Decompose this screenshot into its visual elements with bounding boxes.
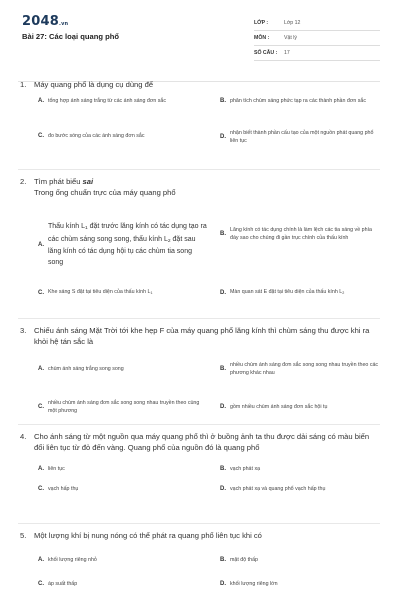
meta-label: LỚP : (254, 20, 269, 26)
option-text: nhận biết thành phần cấu tạo của một nguồn phát quang phổ liên tục (230, 129, 374, 144)
answer-option-a[interactable] (36, 212, 208, 278)
question-number: 2. (20, 177, 27, 186)
answer-option-d[interactable] (218, 129, 380, 145)
question-divider (18, 318, 380, 319)
option-text: vạch phát xạ (230, 466, 261, 472)
question-stem (18, 326, 380, 347)
question-2 (18, 177, 380, 296)
option-letter: B. (220, 466, 226, 472)
question-divider (18, 424, 380, 425)
question-text: Máy quang phổ là dụng cụ dùng để (34, 80, 154, 89)
question-text: Một lượng khí bị nung nóng có thể phát ra quang phổ liên tục khi có (34, 531, 262, 540)
meta-table (254, 16, 380, 61)
meta-row-class (254, 16, 380, 31)
answer-option-c[interactable] (36, 288, 208, 297)
option-letter: A. (38, 556, 44, 563)
option-text: nhiều chùm ánh sáng đơn sắc song song nhau truyền theo các phương khác nhau (230, 362, 379, 377)
option-text: đo bước sóng của các ánh sáng đơn sắc (48, 133, 145, 140)
option-letter: C. (38, 486, 44, 492)
option-text: áp suất thấp (48, 580, 78, 587)
question-text (34, 177, 380, 198)
option-text: khối lượng riêng lớn (230, 580, 278, 587)
option-letter: D. (220, 580, 226, 587)
question-number: 4. (20, 432, 27, 441)
answer-option-c[interactable] (36, 485, 208, 493)
question-divider (18, 169, 380, 170)
question-text: Cho ánh sáng từ một nguồn qua máy quang phổ thì ở buồng ảnh ta thu được dải sáng có màu biến đổi liên tục từ đỏ đến vàng. Quang phổ của nguồn đó là quang phổ (34, 432, 370, 452)
option-letter: D. (220, 133, 226, 140)
question-divider (18, 523, 380, 524)
option-text: mật độ thấp (230, 556, 258, 563)
meta-value: 17 (284, 50, 290, 56)
site-logo[interactable] (22, 14, 68, 29)
logo-main: 2048 (22, 14, 59, 29)
question-text-line2: Trong ống chuẩn trực của máy quang phổ (34, 187, 176, 197)
answer-option-d[interactable] (218, 288, 380, 297)
question-3 (18, 326, 380, 415)
meta-label: SỐ CÂU : (254, 50, 278, 56)
answer-option-b[interactable] (218, 361, 380, 377)
option-letter: C. (38, 580, 44, 587)
option-text: Khe sáng S đặt tại tiêu diện của thấu kính $L_1$ (48, 289, 153, 295)
question-stem (18, 531, 380, 542)
answer-option-b[interactable] (218, 556, 380, 564)
question-number: 3. (20, 326, 27, 335)
option-letter: C. (38, 133, 44, 140)
question-1 (18, 80, 380, 144)
option-text: nhiều chùm ánh sáng đơn sắc song song nhau truyền theo cùng một phương (48, 400, 200, 415)
option-letter: B. (220, 556, 226, 563)
answer-option-a[interactable] (36, 365, 208, 373)
answer-option-c[interactable] (36, 580, 208, 588)
question-text-emphasis: sai (82, 177, 94, 186)
option-text: Thấu kính $L_1$ đặt trước lăng kính có tác dụng tạo ra các chùm sáng song song, thấu kính $L_2$ đặt sau lăng kính có tác dụng hội tụ các chùm tia song song (48, 223, 207, 266)
option-letter: C. (38, 404, 44, 411)
lesson-title: Bài 27: Các loại quang phổ (22, 32, 120, 41)
meta-row-count (254, 46, 380, 61)
option-letter: A. (38, 466, 44, 472)
option-letter: B. (220, 97, 226, 104)
option-text: tổng hợp ánh sáng trắng từ các ánh sáng đơn sắc (48, 97, 166, 104)
option-text: phân tích chùm sáng phức tạp ra các thành phần đơn sắc (230, 97, 366, 104)
option-text: chùm ánh sáng trắng song song (48, 366, 124, 372)
meta-value: Vật lý (284, 35, 297, 41)
option-letter: A. (38, 366, 44, 372)
option-letter: D. (220, 486, 226, 492)
meta-label: MÔN : (254, 35, 270, 41)
option-text: vạch hấp thụ (48, 486, 79, 492)
option-letter: D. (220, 289, 226, 296)
question-5 (18, 531, 380, 587)
answer-option-b[interactable] (218, 465, 380, 473)
question-stem (18, 80, 380, 91)
question-stem (18, 432, 380, 453)
question-stem (18, 177, 380, 198)
question-text: Chiếu ánh sáng Mặt Trời tới khe hẹp F của máy quang phổ lăng kính thì chùm sáng thu được khi ra khỏi hệ tán sắc là (34, 326, 370, 346)
question-number: 1. (20, 80, 27, 89)
logo-suffix: .vn (58, 21, 69, 27)
question-text-prefix: Tìm phát biểu (34, 177, 83, 186)
answer-option-b[interactable] (218, 97, 380, 105)
option-letter: A. (38, 241, 44, 248)
option-letter: C. (38, 289, 44, 296)
answer-option-d[interactable] (218, 485, 380, 493)
option-letter: B. (220, 366, 226, 373)
option-text: gồm nhiều chùm ánh sáng đơn sắc hội tụ (230, 404, 328, 410)
answer-option-d[interactable] (218, 403, 380, 411)
question-number: 5. (20, 531, 27, 540)
option-text: vạch phát xạ và quang phổ vạch hấp thụ (230, 486, 326, 492)
meta-row-subject (254, 31, 380, 46)
meta-value: Lớp 12 (284, 20, 301, 26)
answer-option-b[interactable] (218, 226, 380, 242)
option-text: khối lượng riêng nhỏ (48, 556, 97, 563)
answer-option-a[interactable] (36, 465, 208, 473)
option-letter: B. (220, 231, 226, 238)
option-letter: A. (38, 97, 44, 104)
answer-option-a[interactable] (36, 556, 208, 564)
answer-option-d[interactable] (218, 580, 380, 588)
answer-option-c[interactable] (36, 129, 208, 145)
answer-option-c[interactable] (36, 399, 208, 415)
option-text: Lăng kính có tác dụng chính là làm lệch các tia sáng về phía đáy sao cho chúng đi gần trục chính của thấu kính (230, 227, 372, 242)
option-text: liên tục (48, 466, 65, 472)
option-letter: D. (220, 404, 226, 410)
option-text: Màn quan sát E đặt tại tiêu diện của thấu kính $L_2$ (230, 289, 345, 295)
question-4 (18, 432, 380, 492)
answer-option-a[interactable] (36, 97, 208, 105)
worksheet-header (18, 10, 380, 72)
